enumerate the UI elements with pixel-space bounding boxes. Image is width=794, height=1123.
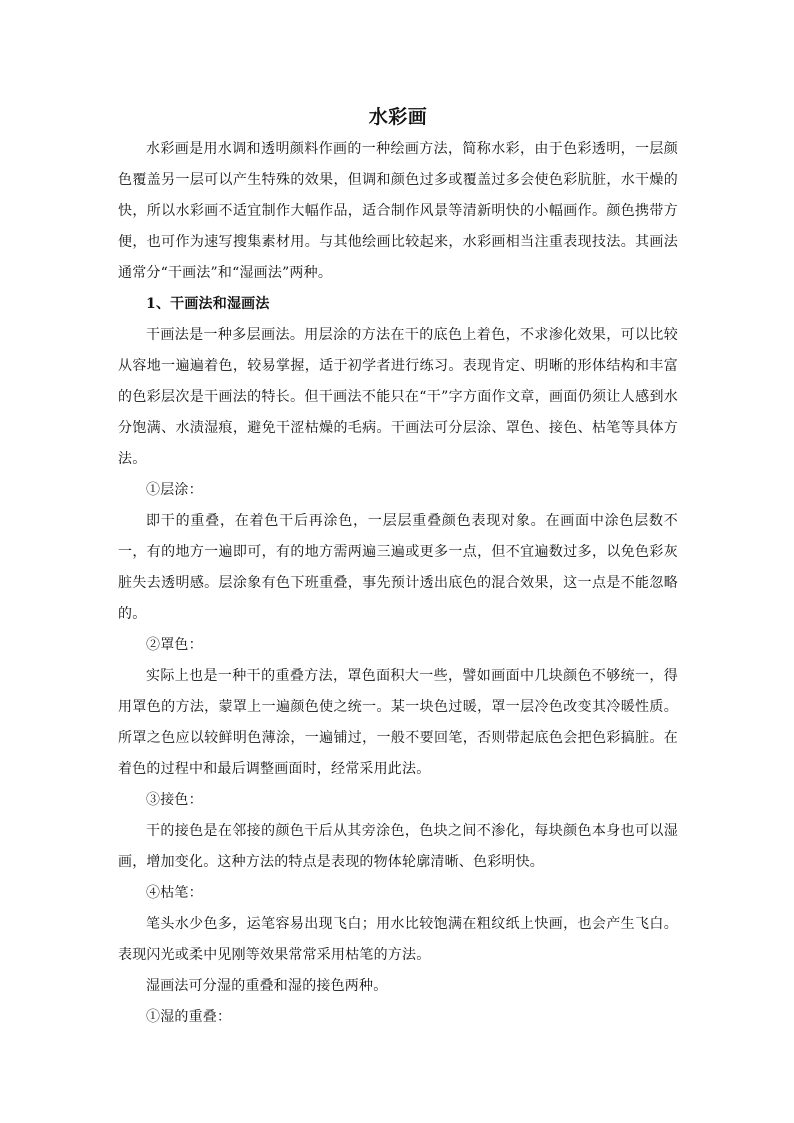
dry-brush-paragraph: 笔头水少色多，运笔容易出现飞白；用水比较饱满在粗纹纸上快画，也会产生飞白。表现闪光或柔中见刚等效果常常采用枯笔的方法。	[118, 916, 678, 963]
subheading-wet-layering: ①湿的重叠：	[146, 1009, 232, 1025]
document-title: 水彩画	[368, 106, 428, 128]
subheading-glazing: ②罩色：	[146, 637, 203, 653]
document-body	[118, 103, 678, 1033]
joining-paragraph: 干的接色是在邻接的颜色干后从其旁涂色，色块之间不渗化，每块颜色本身也可以湿画，增加变化。这种方法的特点是表现的物体轮廓清晰、色彩明快。	[118, 823, 678, 870]
section-heading: 1、干画法和湿画法	[146, 296, 270, 312]
wet-method-paragraph: 湿画法可分湿的重叠和湿的接色两种。	[146, 978, 388, 994]
subheading-layering: ①层涂：	[146, 482, 203, 498]
subheading-joining: ③接色：	[146, 792, 203, 808]
layering-paragraph: 即干的重叠，在着色干后再涂色，一层层重叠颜色表现对象。在画面中涂色层数不一，有的地方一遍即可，有的地方需两遍三遍或更多一点，但不宜遍数过多，以免色彩灰脏失去透明感。层涂象有色下班重叠，事先预计透出底色的混合效果，这一点是不能忽略的。	[118, 513, 678, 622]
glazing-paragraph: 实际上也是一种干的重叠方法，罩色面积大一些，譬如画面中几块颜色不够统一，得用罩色的方法，蒙罩上一遍颜色使之统一。某一块色过暖，罩一层冷色改变其冷暖性质。所罩之色应以较鲜明色薄涂，一遍铺过，一般不要回笔，否则带起底色会把色彩搞脏。在着色的过程中和最后调整画面时，经常采用此法。	[118, 668, 678, 777]
intro-paragraph: 水彩画是用水调和透明颜料作画的一种绘画方法，简称水彩，由于色彩透明，一层颜色覆盖另一层可以产生特殊的效果，但调和颜色过多或覆盖过多会使色彩肮脏，水干燥的快，所以水彩画不适宜制作大幅作品，适合制作风景等清新明快的小幅画作。颜色携带方便，也可作为速写搜集素材用。与其他绘画比较起来，水彩画相当注重表现技法。其画法通常分“干画法”和“湿画法”两种。	[118, 141, 678, 281]
subheading-dry-brush: ④枯笔：	[146, 885, 203, 901]
dry-method-paragraph: 干画法是一种多层画法。用层涂的方法在干的底色上着色，不求渗化效果，可以比较从容地一遍遍着色，较易掌握，适于初学者进行练习。表现肯定、明晰的形体结构和丰富的色彩层次是干画法的特长。但干画法不能只在“干”字方面作文章，画面仍须让人感到水分饱满、水渍湿痕，避免干涩枯燥的毛病。干画法可分层涂、罩色、接色、枯笔等具体方法。	[118, 327, 678, 467]
